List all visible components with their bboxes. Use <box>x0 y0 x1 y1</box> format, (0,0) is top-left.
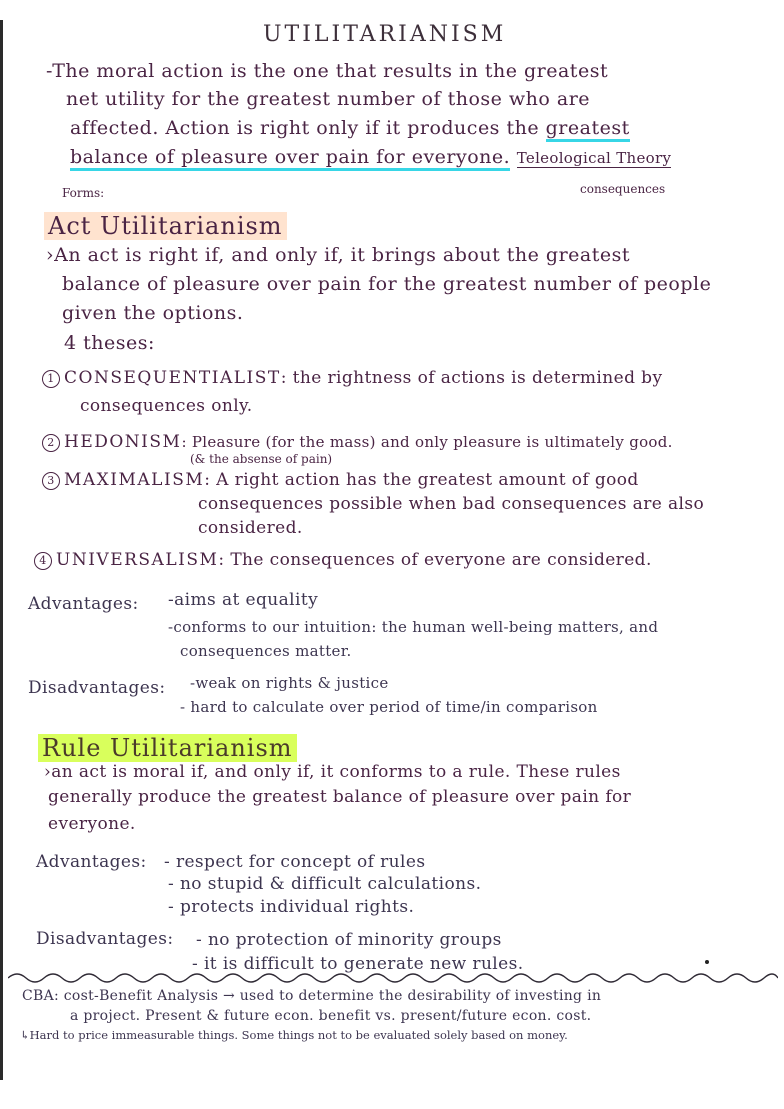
act-definition-line-1: ›An act is right if, and only if, it brings about the greatest <box>46 244 630 266</box>
rule-definition-line-3: everyone. <box>48 814 136 834</box>
rule-disadvantage-2: - it is difficult to generate new rules. <box>192 954 524 974</box>
act-definition-line-2: balance of pleasure over pain for the greatest number of people <box>62 273 712 295</box>
hedonism-note: (& the absense of pain) <box>190 452 333 466</box>
ink-dot <box>705 960 709 964</box>
thesis-maximalism-cont-1: consequences possible when bad consequences are also <box>198 494 705 514</box>
act-advantages-label: Advantages: <box>28 594 139 614</box>
rule-disadvantages-label: Disadvantages: <box>36 929 174 949</box>
rule-advantage-3: - protects individual rights. <box>168 897 415 917</box>
rule-utilitarianism-heading: Rule Utilitarianism <box>38 734 297 762</box>
act-utilitarianism-heading: Act Utilitarianism <box>44 212 287 240</box>
rule-disadvantage-1: - no protection of minority groups <box>196 930 502 950</box>
thesis-consequentialist-cont: consequences only. <box>80 396 253 416</box>
greatest-underlined: greatest <box>546 117 630 142</box>
rule-advantage-1: - respect for concept of rules <box>164 852 426 872</box>
page-title: UTILITARIANISM <box>263 22 507 47</box>
act-disadvantage-2: - hard to calculate over period of time/in comparison <box>180 698 598 716</box>
consequences-note: consequences <box>580 182 666 196</box>
rule-definition-line-1: ›an act is moral if, and only if, it conforms to a rule. These rules <box>44 762 621 782</box>
act-advantage-1: -aims at equality <box>168 590 319 610</box>
pleasure-pain-underlined: balance of pleasure over pain for everyone. <box>70 146 510 171</box>
intro-line-2: net utility for the greatest number of those who are <box>66 88 591 110</box>
teleological-theory: Teleological Theory <box>516 149 672 167</box>
intro-line-1: -The moral action is the one that results in the greatest <box>46 60 609 82</box>
thesis-hedonism: 2 HEDONISM: Pleasure (for the mass) and only pleasure is ultimately good. <box>42 432 673 452</box>
thesis-universalism: 4 UNIVERSALISM: The consequences of everyone are considered. <box>34 550 652 570</box>
act-disadvantages-label: Disadvantages: <box>28 678 166 698</box>
act-advantage-2: -conforms to our intuition: the human well-being matters, and <box>168 618 659 636</box>
rule-advantage-2: - no stupid & difficult calculations. <box>168 874 482 894</box>
intro-line-3: affected. Action is right only if it produces the greatest <box>70 117 630 139</box>
intro-line-4 <box>70 146 671 168</box>
thesis-maximalism: 3 MAXIMALISM: A right action has the greatest amount of good <box>42 470 639 490</box>
cba-line-3: ↳Hard to price immeasurable things. Some things not to be evaluated solely based on money. <box>20 1028 568 1042</box>
rule-advantages-label: Advantages: <box>36 852 147 872</box>
act-disadvantage-1: -weak on rights & justice <box>190 674 389 692</box>
thesis-maximalism-cont-2: considered. <box>198 518 303 538</box>
forms-label: Forms: <box>62 186 105 200</box>
cba-line-1: CBA: cost-Benefit Analysis → used to determine the desirability of investing in <box>22 988 602 1004</box>
page-left-edge <box>0 20 3 1080</box>
thesis-consequentialist: 1 CONSEQUENTIALIST: the rightness of actions is determined by <box>42 368 662 388</box>
act-advantage-2-cont: consequences matter. <box>180 642 352 660</box>
rule-definition-line-2: generally produce the greatest balance of pleasure over pain for <box>48 787 632 807</box>
four-theses-label: 4 theses: <box>64 332 155 354</box>
act-definition-line-3: given the options. <box>62 302 244 324</box>
wavy-divider <box>8 968 778 988</box>
cba-line-2: a project. Present & future econ. benefit vs. present/future econ. cost. <box>70 1008 592 1024</box>
